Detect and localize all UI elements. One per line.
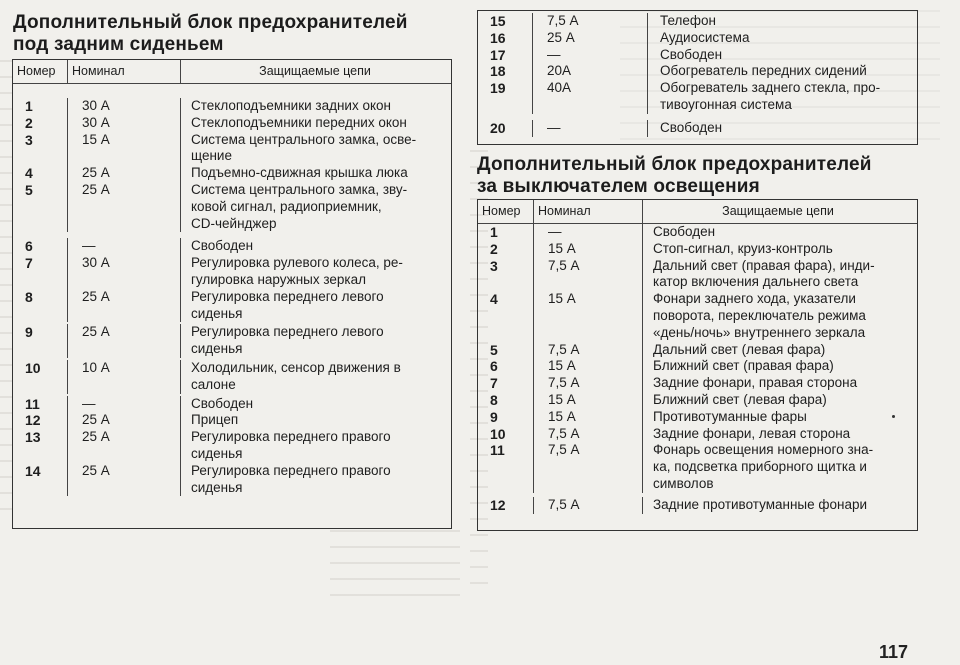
rear-seat-fuse-table xyxy=(12,59,452,529)
header-number: Номер xyxy=(478,200,534,223)
fuse-number: 7 xyxy=(478,375,534,392)
fuse-rating: 25 А xyxy=(68,324,181,358)
circuit-line: Свободен xyxy=(660,119,723,135)
circuit-line: сиденья xyxy=(191,341,243,357)
fuse-number: 3 xyxy=(478,258,534,292)
circuit-line: ка, подсветка приборного щитка и xyxy=(653,459,867,475)
fuse-number: 11 xyxy=(13,396,68,413)
fuse-rating: — xyxy=(68,396,181,413)
fuse-number: 15 xyxy=(478,13,533,30)
circuit-line: Система центрального замка, осве- xyxy=(191,131,417,147)
protected-circuits xyxy=(181,463,449,497)
protected-circuits xyxy=(648,120,913,137)
fuse-number: 7 xyxy=(13,255,68,289)
protected-circuits xyxy=(181,396,449,413)
protected-circuits xyxy=(181,289,449,323)
header-rating: Номинал xyxy=(68,60,181,83)
table-row xyxy=(13,429,451,463)
bleed-through-texture xyxy=(0,60,12,520)
circuit-line: сиденья xyxy=(191,445,243,461)
protected-circuits xyxy=(643,241,913,258)
table-row xyxy=(478,120,917,137)
circuit-line: Подъемно-сдвижная крышка люка xyxy=(191,165,408,181)
fuse-number: 10 xyxy=(13,360,68,394)
table-row xyxy=(13,165,451,182)
fuse-rating: 7,5 А xyxy=(534,342,643,359)
fuse-rating: 25 А xyxy=(68,429,181,463)
table-row xyxy=(478,358,917,375)
circuit-line: Регулировка переднего левого xyxy=(191,324,384,340)
protected-circuits xyxy=(643,392,913,409)
circuit-line: поворота, переключатель режима xyxy=(653,307,866,323)
table-row xyxy=(13,182,451,232)
table-row xyxy=(13,98,451,115)
fuse-number: 6 xyxy=(13,238,68,255)
table-row xyxy=(478,392,917,409)
protected-circuits xyxy=(643,497,913,514)
table-row xyxy=(13,132,451,166)
fuse-number: 17 xyxy=(478,47,533,64)
fuse-rating: — xyxy=(533,120,648,137)
protected-circuits xyxy=(643,342,913,359)
fuse-rating: 7,5 А xyxy=(534,426,643,443)
print-speck xyxy=(892,415,895,418)
fuse-number: 1 xyxy=(13,98,68,115)
circuit-line: Свободен xyxy=(191,395,254,411)
circuit-line: Задние противотуманные фонари xyxy=(653,496,868,512)
table-row xyxy=(478,224,917,241)
protected-circuits xyxy=(181,324,449,358)
circuit-line: Дальний свет (левая фара) xyxy=(653,341,826,357)
fuse-number: 8 xyxy=(478,392,534,409)
circuit-line: салоне xyxy=(191,376,236,392)
fuse-number: 9 xyxy=(478,409,534,426)
table-row xyxy=(478,63,917,80)
fuse-number: 19 xyxy=(478,80,533,114)
circuit-line: ковой сигнал, радиоприемник, xyxy=(191,198,382,214)
table-row xyxy=(13,412,451,429)
circuit-line: Противотуманные фары xyxy=(653,408,807,424)
protected-circuits xyxy=(181,255,449,289)
header-number: Номер xyxy=(13,60,68,83)
circuit-line: Стеклоподъемники задних окон xyxy=(191,98,392,113)
circuit-line: Стоп-сигнал, круиз-контроль xyxy=(653,240,833,256)
page-number: 117 xyxy=(878,642,908,662)
table-row xyxy=(13,360,451,394)
fuse-number: 2 xyxy=(478,241,534,258)
fuse-number: 12 xyxy=(478,497,534,514)
protected-circuits xyxy=(648,63,913,80)
protected-circuits xyxy=(181,360,449,394)
fuse-rating: 25 А xyxy=(68,412,181,429)
protected-circuits xyxy=(643,291,913,341)
fuse-number: 16 xyxy=(478,30,533,47)
protected-circuits xyxy=(181,165,449,182)
table-row xyxy=(478,80,917,114)
fuse-rating: 7,5 А xyxy=(534,497,643,514)
circuit-line: Ближний свет (правая фара) xyxy=(653,358,834,374)
circuit-line: Ближний свет (левая фара) xyxy=(653,391,827,407)
fuse-rating: 25 А xyxy=(68,289,181,323)
fuse-rating: — xyxy=(68,238,181,255)
protected-circuits xyxy=(643,258,913,292)
protected-circuits xyxy=(643,224,913,241)
circuit-line: Свободен xyxy=(653,224,716,239)
continued-fuse-table xyxy=(477,10,918,145)
circuit-line: катор включения дальнего света xyxy=(653,274,859,290)
fuse-number: 20 xyxy=(478,120,533,137)
circuit-line: Регулировка рулевого колеса, ре- xyxy=(191,255,403,271)
fuse-rating: 7,5 А xyxy=(534,442,643,492)
fuse-rating: 15 А xyxy=(534,291,643,341)
header-rating: Номинал xyxy=(534,200,643,223)
fuse-number: 1 xyxy=(478,224,534,241)
circuit-line: Аудиосистема xyxy=(660,29,750,45)
table-row xyxy=(478,13,917,30)
table-row xyxy=(478,30,917,47)
fuse-number: 6 xyxy=(478,358,534,375)
fuse-rating: 15 А xyxy=(68,132,181,166)
circuit-line: Холодильник, сенсор движения в xyxy=(191,359,401,375)
circuit-line: сиденья xyxy=(191,479,243,495)
fuse-rating: 10 А xyxy=(68,360,181,394)
table-row xyxy=(478,426,917,443)
table-row xyxy=(478,258,917,292)
table-row xyxy=(478,342,917,359)
circuit-line: CD-чейнджер xyxy=(191,215,277,231)
fuse-number: 13 xyxy=(13,429,68,463)
circuit-line: щение xyxy=(191,148,232,164)
circuit-line: Фонарь освещения номерного зна- xyxy=(653,442,874,458)
fuse-number: 4 xyxy=(13,165,68,182)
fuse-number: 5 xyxy=(478,342,534,359)
table-row xyxy=(13,238,451,255)
header-circuits: Защищаемые цепи xyxy=(259,64,371,78)
fuse-number: 12 xyxy=(13,412,68,429)
circuit-line: Стеклоподъемники передних окон xyxy=(191,114,407,130)
protected-circuits xyxy=(181,132,449,166)
circuit-line: гулировка наружных зеркал xyxy=(191,271,366,287)
fuse-rating: 20А xyxy=(533,63,648,80)
table-row xyxy=(478,375,917,392)
fuse-rating: — xyxy=(533,47,648,64)
fuse-rating: 15 А xyxy=(534,392,643,409)
circuit-line: Свободен xyxy=(191,238,254,254)
protected-circuits xyxy=(643,426,913,443)
table-row xyxy=(13,463,451,497)
protected-circuits xyxy=(181,98,449,115)
fuse-rating: 15 А xyxy=(534,241,643,258)
table-body xyxy=(478,224,917,514)
fuse-rating: 15 А xyxy=(534,358,643,375)
protected-circuits xyxy=(648,30,913,47)
table-row xyxy=(13,115,451,132)
header-circuits: Защищаемые цепи xyxy=(722,204,834,218)
circuit-line: Прицеп xyxy=(191,412,239,428)
fuse-number: 4 xyxy=(478,291,534,341)
protected-circuits xyxy=(181,429,449,463)
table-row xyxy=(478,409,917,426)
fuse-number: 10 xyxy=(478,426,534,443)
circuit-line: Телефон xyxy=(660,13,717,28)
circuit-line: Система центрального замка, зву- xyxy=(191,181,408,197)
fuse-rating: 30 А xyxy=(68,98,181,115)
table-row xyxy=(13,396,451,413)
fuse-rating: 40А xyxy=(533,80,648,114)
table-body xyxy=(478,11,917,137)
fuse-number: 8 xyxy=(13,289,68,323)
circuit-line: Свободен xyxy=(660,46,723,62)
fuse-rating: 25 А xyxy=(68,165,181,182)
table-header xyxy=(13,60,451,84)
circuit-line: Фонари заднего хода, указатели xyxy=(653,291,856,307)
fuse-rating: — xyxy=(534,224,643,241)
protected-circuits xyxy=(648,47,913,64)
title-line-2: под задним сиденьем xyxy=(13,34,224,55)
fuse-rating: 7,5 А xyxy=(534,375,643,392)
circuit-line: Регулировка переднего правого xyxy=(191,462,391,478)
protected-circuits xyxy=(643,442,913,492)
fuse-number: 9 xyxy=(13,324,68,358)
protected-circuits xyxy=(643,358,913,375)
circuit-line: Регулировка переднего левого xyxy=(191,288,384,304)
title-line-1: Дополнительный блок предохранителей xyxy=(13,12,408,33)
title-line-1: Дополнительный блок предохранителей xyxy=(477,154,872,175)
table-row xyxy=(478,241,917,258)
rear-seat-block-title xyxy=(13,12,408,56)
circuit-line: Задние фонари, правая сторона xyxy=(653,375,858,391)
fuse-rating: 7,5 А xyxy=(534,258,643,292)
table-row xyxy=(478,47,917,64)
table-row xyxy=(478,442,917,492)
table-row xyxy=(13,324,451,358)
protected-circuits xyxy=(643,409,913,426)
fuse-number: 14 xyxy=(13,463,68,497)
circuit-line: Задние фонари, левая сторона xyxy=(653,425,851,441)
table-body xyxy=(13,84,451,496)
protected-circuits xyxy=(181,412,449,429)
fuse-number: 11 xyxy=(478,442,534,492)
fuse-rating: 25 А xyxy=(68,182,181,232)
circuit-line: сиденья xyxy=(191,305,243,321)
light-switch-block-title xyxy=(477,154,872,198)
circuit-line: символов xyxy=(653,475,714,491)
table-row xyxy=(478,497,917,514)
circuit-line: тивоугонная система xyxy=(660,96,792,112)
fuse-rating: 15 А xyxy=(534,409,643,426)
circuit-line: Дальний свет (правая фара), инди- xyxy=(653,257,875,273)
fuse-rating: 30 А xyxy=(68,255,181,289)
protected-circuits xyxy=(181,238,449,255)
title-line-2: за выключателем освещения xyxy=(477,176,760,197)
fuse-number: 5 xyxy=(13,182,68,232)
protected-circuits xyxy=(648,80,913,114)
fuse-rating: 7,5 А xyxy=(533,13,648,30)
fuse-number: 18 xyxy=(478,63,533,80)
protected-circuits xyxy=(643,375,913,392)
fuse-rating: 25 А xyxy=(533,30,648,47)
circuit-line: «день/ночь» внутреннего зеркала xyxy=(653,324,866,340)
protected-circuits xyxy=(648,13,913,30)
fuse-number: 2 xyxy=(13,115,68,132)
circuit-line: Регулировка переднего правого xyxy=(191,429,391,445)
fuse-rating: 30 А xyxy=(68,115,181,132)
fuse-number: 3 xyxy=(13,132,68,166)
table-row xyxy=(13,255,451,289)
circuit-line: Обогреватель передних сидений xyxy=(660,63,867,79)
fuse-rating: 25 А xyxy=(68,463,181,497)
table-row xyxy=(478,291,917,341)
bleed-through-texture xyxy=(330,530,460,610)
protected-circuits xyxy=(181,115,449,132)
light-switch-fuse-table xyxy=(477,199,918,531)
circuit-line: Обогреватель заднего стекла, про- xyxy=(660,80,881,96)
protected-circuits xyxy=(181,182,449,232)
table-row xyxy=(13,289,451,323)
table-header xyxy=(478,200,917,224)
